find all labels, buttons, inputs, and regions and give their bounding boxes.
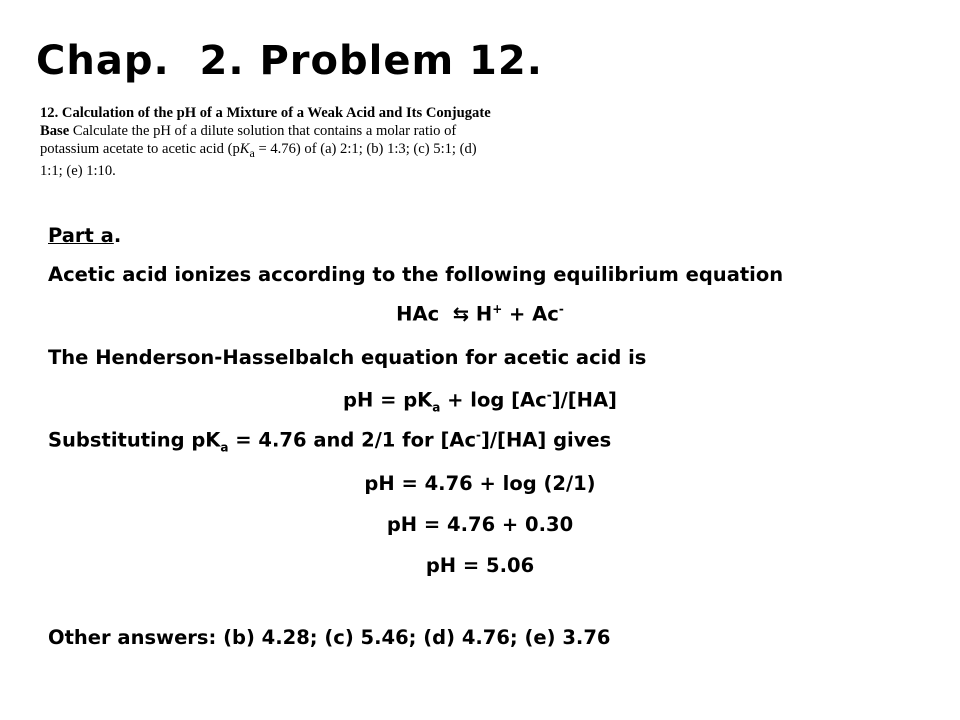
subst-b: = 4.76 and 2/1 for [Ac — [228, 428, 477, 452]
problem-text-2: = 4.76) of (a) 2:1; (b) 1:3; (c) 5:1; (d) 1:1; (e) 1:10. — [40, 141, 477, 179]
problem-number: 12. — [40, 105, 59, 121]
problem-text-1: Calculate the pH of a dilute solution that contains a molar ratio of potassium acetate to acetic acid (p — [40, 123, 457, 157]
hh-a: pH = pK — [343, 388, 433, 412]
step-2: pH = 4.76 + 0.30 — [386, 513, 574, 536]
eq-h-charge: + — [492, 302, 503, 316]
part-label-dot: . — [113, 224, 122, 247]
hh-equation — [0, 388, 960, 414]
equilibrium-arrow-icon: ⇆ — [452, 302, 470, 326]
problem-statement — [40, 104, 500, 180]
eq-ac: + Ac — [502, 302, 559, 326]
hh-b: + log [Ac — [440, 388, 547, 412]
problem-k-letter: K — [239, 141, 250, 157]
equilibrium-equation — [0, 302, 960, 326]
substitution-text — [48, 428, 611, 454]
part-label: Part a — [48, 224, 114, 247]
problem-heading: Calculation of the pH of a Mixture of a Weak Acid and Its Conjugate Base — [40, 105, 491, 139]
hh-c: ]/[HA] — [551, 388, 617, 412]
subst-sub: a — [220, 440, 229, 455]
eq-ac-charge: - — [558, 302, 564, 316]
subst-a: Substituting pK — [48, 428, 221, 452]
other-answers: Other answers: (b) 4.28; (c) 5.46; (d) 4.76; (e) 3.76 — [48, 626, 611, 649]
hh-sub: a — [432, 400, 441, 415]
step-3-result: pH = 5.06 — [425, 554, 535, 577]
hh-intro-text: The Henderson-Hasselbalch equation for acetic acid is — [48, 346, 647, 369]
subst-sup: - — [476, 428, 482, 442]
eq-left: HAc — [396, 302, 453, 326]
part-label-line — [48, 224, 121, 247]
slide-title: Chap. 2. Problem 12. — [36, 38, 543, 84]
step-1: pH = 4.76 + log (2/1) — [364, 472, 596, 495]
subst-c: ]/[HA] gives — [481, 428, 612, 452]
eq-h: H — [469, 302, 493, 326]
intro-text: Acetic acid ionizes according to the following equilibrium equation — [48, 263, 784, 286]
problem-ka-subscript: a — [249, 145, 255, 160]
hh-sup: - — [546, 388, 552, 402]
